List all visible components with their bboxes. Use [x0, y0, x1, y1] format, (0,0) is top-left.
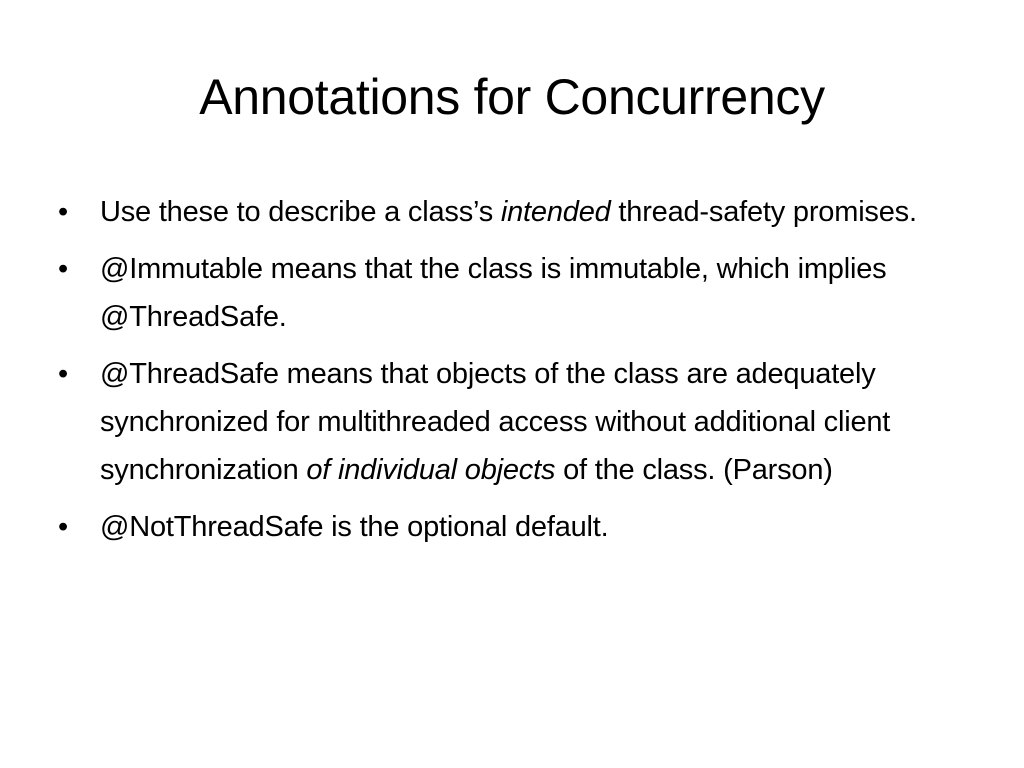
bullet-dot-icon: •	[58, 196, 68, 228]
bullet-item	[58, 245, 978, 341]
bullet-item	[58, 503, 978, 551]
bullet-text-segment: @NotThreadSafe is the optional default.	[100, 511, 609, 543]
bullet-text-segment-italic: intended	[500, 196, 611, 228]
bullet-text-segment: @ThreadSafe means that objects of the class are adequately synchronized for multithreaded access without additional client synchronization	[100, 358, 891, 486]
bullet-dot-icon: •	[58, 358, 68, 390]
bullet-item	[58, 188, 978, 236]
bullet-text-segment: @Immutable means that the class is immutable, which implies @ThreadSafe.	[100, 253, 887, 333]
bullet-dot-icon: •	[58, 253, 68, 285]
bullet-text-segment: of the class. (Parson)	[555, 454, 833, 486]
bullet-item	[58, 350, 978, 494]
bullet-text-segment: thread-safety promises.	[610, 196, 917, 228]
bullet-text-segment: Use these to describe a class’s	[100, 196, 501, 228]
bullet-text-segment-italic: of individual objects	[306, 454, 556, 486]
slide-title: Annotations for Concurrency	[199, 69, 825, 125]
bullet-dot-icon: •	[58, 511, 68, 543]
bullet-list	[58, 188, 978, 560]
